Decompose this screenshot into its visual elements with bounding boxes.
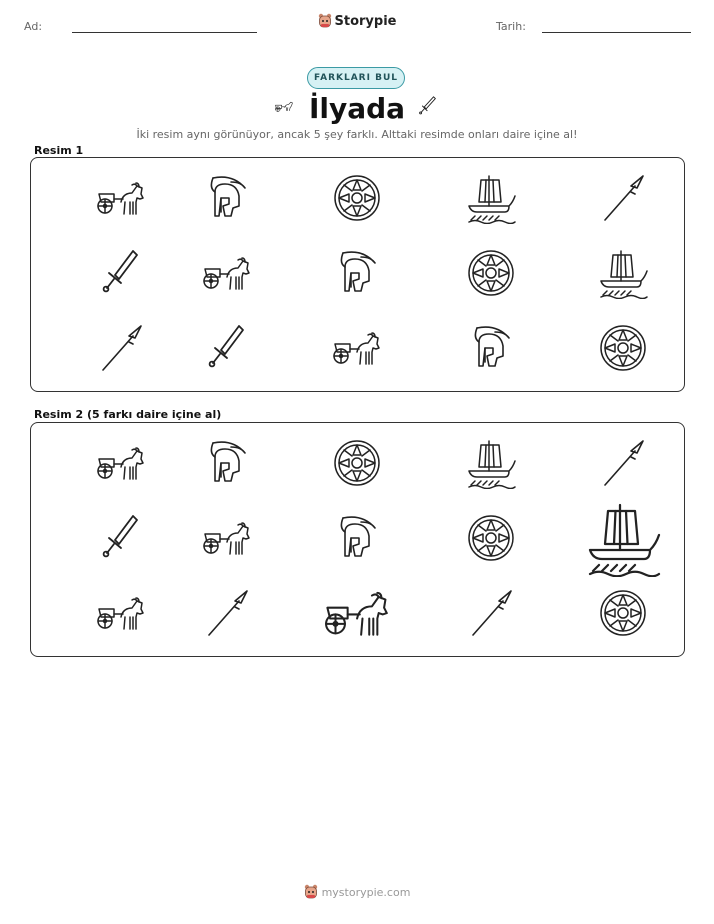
name-label: Ad: [24,20,43,33]
spear-icon[interactable] [465,587,517,639]
helmet-icon[interactable] [331,512,383,564]
ship-icon[interactable] [584,499,662,577]
picture1-grid [31,158,684,391]
ship-icon[interactable] [465,437,517,489]
shield-icon[interactable] [597,587,649,639]
spear-icon [95,322,147,374]
chariot-icon[interactable] [201,512,253,564]
shield-icon[interactable] [465,512,517,564]
picture1-panel [30,157,685,392]
helmet-icon [465,322,517,374]
date-label: Tarih: [496,20,526,33]
helmet-icon[interactable] [201,437,253,489]
sword-icon[interactable] [95,512,147,564]
shield-icon [465,247,517,299]
footer-url[interactable]: mystorypie.com [321,885,411,899]
shield-icon [331,172,383,224]
chariot-icon [201,247,253,299]
sword-icon [416,90,440,122]
picture2-label: Resim 2 (5 farkı daire içine al) [34,408,222,421]
sword-icon [95,247,147,299]
chariot-icon[interactable] [95,587,147,639]
helmet-icon [331,247,383,299]
helmet-icon [201,172,253,224]
shield-icon [597,322,649,374]
picture2-grid [31,423,684,656]
footer [0,884,714,903]
brand-name: Storypie [334,13,397,29]
date-line[interactable] [542,32,691,33]
chariot-icon [331,322,383,374]
chariot-icon [95,172,147,224]
picture1-label: Resim 1 [34,144,84,157]
spear-icon[interactable] [597,437,649,489]
storypie-mascot-icon [318,13,332,29]
picture2-panel[interactable] [30,422,685,657]
spear-icon [597,172,649,224]
chariot-icon[interactable] [322,578,392,648]
chariot-icon[interactable] [95,437,147,489]
instructions-text: İki resim aynı görünüyor, ancak 5 şey farklı. Alttaki resimde onları daire içine al! [136,128,578,141]
ship-icon [597,247,649,299]
shield-icon[interactable] [331,437,383,489]
ship-icon [465,172,517,224]
storypie-mascot-icon [304,884,318,900]
sword-icon [201,322,253,374]
brand-logo [0,13,714,33]
find-differences-badge: FARKLARI BUL [307,67,405,89]
spear-icon[interactable] [201,587,253,639]
worksheet-title: İlyada [308,92,406,125]
